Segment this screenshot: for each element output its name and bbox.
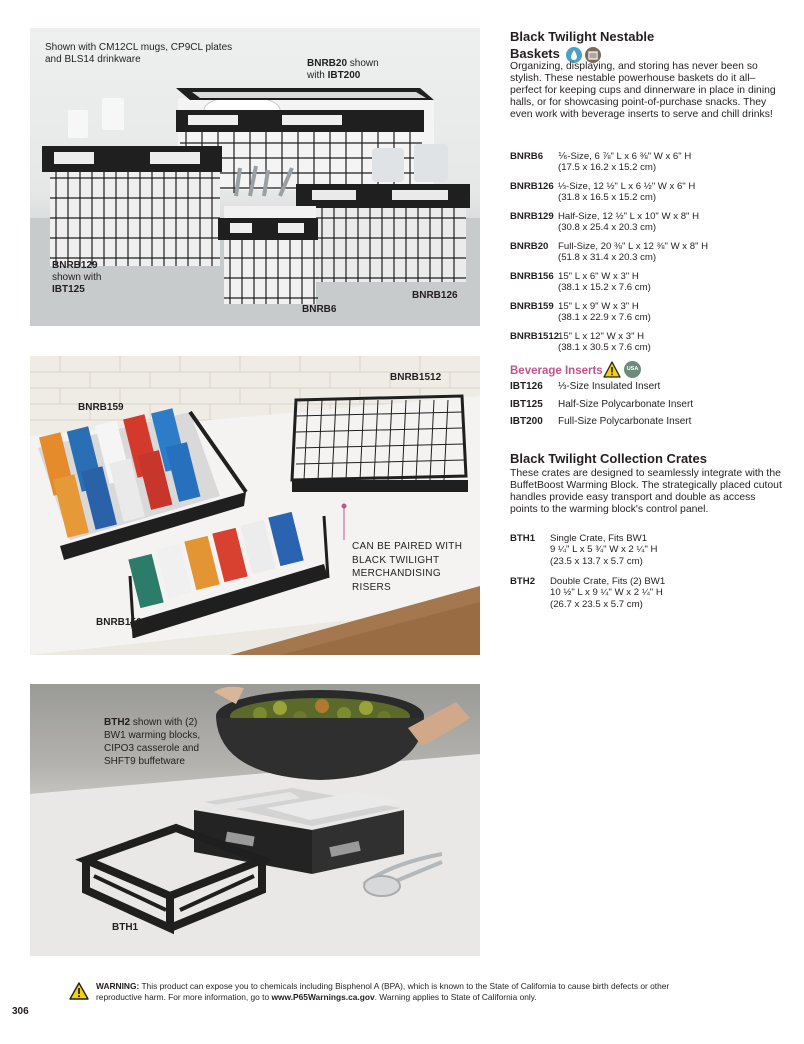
spec-sku: BNRB20 — [510, 241, 549, 252]
snacks-illustration — [30, 356, 480, 655]
spec-sku: BNRB159 — [510, 301, 554, 312]
bnrb1512-label: BNRB1512 — [390, 372, 442, 383]
baskets-heading — [510, 28, 782, 63]
crates-title: Black Twilight Collection Crates — [510, 451, 707, 466]
baskets-description: Organizing, displaying, and storing has never been so stylish. These nestable powerhouse baskets do it all–perfect for keeping cups and dinnerware in place in dining halls, or for showcasing point-of-purchase snacks. They even work with beverage inserts to serve and chill drinks! — [510, 61, 776, 120]
photo-collection-crates — [30, 684, 480, 956]
spec-sku: BNRB126 — [510, 181, 554, 192]
baskets-title-line2: Baskets — [510, 46, 560, 61]
risers-callout: CAN BE PAIRED WITH BLACK TWILIGHT MERCHANDISING RISERS — [352, 541, 463, 593]
bth2-caption: BTH2 shown with (2) BW1 warming blocks, CIPO3 casserole and SHFT9 buffetware — [104, 717, 201, 767]
spec-sku: BNRB129 — [510, 211, 554, 222]
inserts-title: Beverage Inserts — [510, 365, 603, 377]
basket-scene-caption: Shown with CM12CL mugs, CP9CL plates and BLS14 drinkware — [45, 42, 233, 65]
bnrb20-caption: BNRB20 shown with IBT200 — [307, 58, 379, 81]
warning-link[interactable]: www.P65Warnings.ca.gov — [271, 992, 375, 1002]
spec-sku: BNRB6 — [510, 151, 544, 162]
spec-sku: BNRB156 — [510, 271, 554, 282]
inserts-heading — [510, 361, 782, 381]
photo-nestable-baskets — [30, 28, 480, 326]
prop65-warning: WARNING: This product can expose you to chemicals including Bisphenol A (BPA), which is known to the State of California to cause birth defects or other reproductive harm. For more information, go to www.P65Warnings.ca.gov. Warning applies to State of California only. — [96, 981, 670, 1002]
page-number: 306 — [12, 1006, 29, 1017]
spec-sku: BTH2 — [510, 576, 536, 587]
usa-made-icon: USA — [624, 361, 641, 378]
bnrb126-label: BNRB126 — [412, 290, 458, 301]
bnrb156-label: BNRB156 — [96, 617, 142, 628]
spec-sku: BNRB1512 — [510, 331, 560, 342]
photo-snack-baskets — [30, 356, 480, 655]
crates-illustration — [30, 684, 480, 956]
bnrb6-label: BNRB6 — [302, 304, 337, 315]
baskets-title-line1: Black Twilight Nestable — [510, 29, 655, 44]
bnrb129-caption: BNRB129 shown with IBT125 — [52, 260, 102, 295]
crates-description: These crates are designed to seamlessly integrate with the BuffetBoost Warming Block. The strategically placed cutout handles provide easy transport and double as access points to the warming block's control panel. — [510, 468, 782, 515]
spec-sku: BTH1 — [510, 533, 536, 544]
bth1-label: BTH1 — [112, 922, 139, 933]
warning-triangle-icon — [603, 361, 621, 378]
warning-triangle-icon — [69, 982, 89, 1000]
bnrb159-label: BNRB159 — [78, 402, 124, 413]
